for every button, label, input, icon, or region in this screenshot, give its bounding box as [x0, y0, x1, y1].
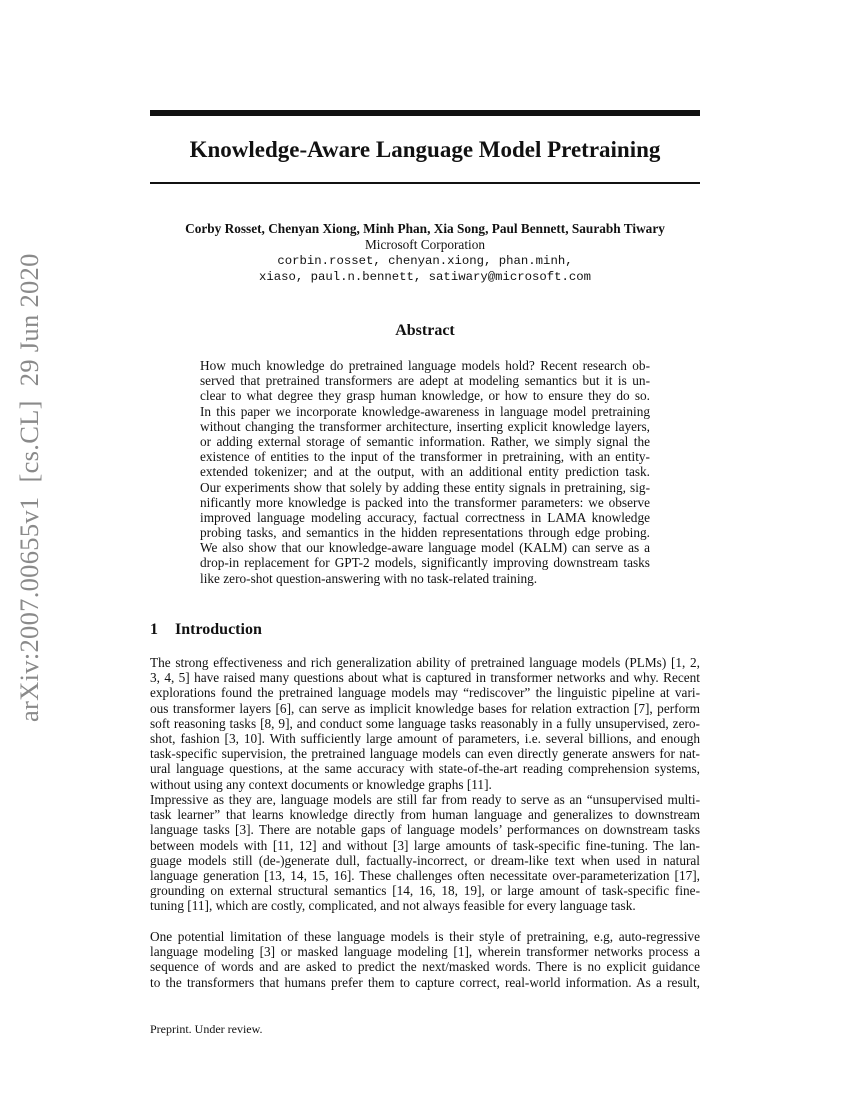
- intro-paragraph-1: [150, 655, 700, 792]
- section-number: 1: [150, 621, 158, 638]
- arxiv-date: 29 Jun 2020: [14, 253, 44, 387]
- paragraph-line: language generation [13, 14, 15, 16]. These challenges often necessitate over-parameterization [17],: [150, 867, 700, 883]
- email-line: xiaso, paul.n.bennett, satiwary@microsoft.com: [258, 270, 592, 284]
- abstract-line: We also show that our knowledge-aware language model (KALM) can serve as a: [200, 540, 650, 556]
- paragraph-line: The strong effectiveness and rich generalization ability of pretrained language models (PLMs) [1, 2,: [150, 655, 700, 670]
- author-list: Corby Rosset, Chenyan Xiong, Minh Phan, Xia Song, Paul Bennett, Saurabh Tiwary: [185, 221, 665, 236]
- abstract-line: How much knowledge do pretrained language models hold? Recent research ob-: [200, 358, 650, 373]
- paragraph-line: One potential limitation of these language models is their style of pretraining, e.g, auto-regressive: [150, 929, 700, 944]
- paragraph-line: task learner” that learns knowledge directly from human language and generalizes to downstream: [150, 807, 700, 823]
- paragraph-line: language tasks [3]. There are notable gaps of language models’ performances on downstream tasks: [150, 822, 700, 838]
- paragraph-line: guage models still (de-)generate dull, factually-incorrect, or dream-like text when used in natural: [150, 852, 700, 868]
- section-title: Introduction: [175, 621, 262, 638]
- abstract-line: extended tokenizer; and at the output, with an additional entity prediction task.: [200, 464, 650, 480]
- paragraph-line: language modeling [3] or masked language modeling [1], wherein transformer networks process a: [150, 944, 700, 960]
- paper-title: Knowledge-Aware Language Model Pretraining: [189, 137, 661, 162]
- abstract-line: In this paper we incorporate knowledge-awareness in language model pretraining: [200, 403, 650, 419]
- abstract-line: served that pretrained transformers are adept at modeling semantics but it is un-: [200, 373, 650, 389]
- abstract-line: clear to what degree they grasp human knowledge, or how to ensure they do so.: [200, 388, 650, 404]
- title-top-rule: [150, 110, 700, 116]
- section-heading-introduction: [150, 620, 262, 640]
- paragraph-line: sequence of words and are asked to predict the next/masked words. There is no explicit guidance: [150, 959, 700, 975]
- paragraph-line: between models with [11, 12] and without [3] large amounts of task-specific fine-tuning. The lan-: [150, 837, 700, 853]
- abstract-line: improved language modeling accuracy, factual correctness in LAMA knowledge: [200, 509, 650, 525]
- arxiv-id: arXiv:2007.00655v1: [14, 496, 44, 722]
- abstract-line: Our experiments show that solely by adding these entity signals in pretraining, sig-: [200, 479, 650, 495]
- abstract-line: like zero-shot question-answering with no task-related training.: [200, 570, 538, 586]
- email-line: corbin.rosset, chenyan.xiong, phan.minh,: [277, 254, 573, 268]
- affiliation: Microsoft Corporation: [364, 237, 486, 252]
- title-bottom-rule: [150, 182, 700, 184]
- paragraph-line: ural language questions, at the same accuracy with state-of-the-art reading comprehension systems,: [150, 761, 700, 777]
- paragraph-line: Impressive as they are, language models are still far from ready to serve as an “unsupervised multi-: [150, 792, 700, 807]
- paragraph-line: shot, fashion [3, 10]. With sufficiently large amount of parameters, i.e. several billions, and enough: [150, 730, 700, 746]
- paragraph-line: explorations found the pretrained language models may “rediscover” the linguistic pipeline at vari-: [150, 685, 700, 701]
- abstract-line: or adding external storage of semantic information. Rather, we simply signal the: [200, 433, 650, 449]
- abstract-line: probing tasks, and semantics in the hidden representations through edge probing.: [200, 525, 650, 541]
- paragraph-line: 3, 4, 5] have raised many questions about what is captured in transformer networks and why. Recent: [150, 670, 700, 686]
- arxiv-category: [cs.CL]: [14, 400, 44, 483]
- paragraph-line: to the transformers that humans prefer them to capture correct, real-world information. As a result,: [150, 974, 700, 990]
- intro-paragraph-2: [150, 792, 700, 914]
- abstract-line: drop-in replacement for GPT-2 models, significantly improving downstream tasks: [200, 555, 650, 571]
- paragraph-line: without using any context documents or knowledge graphs [11].: [150, 776, 492, 792]
- paragraph-line: soft reasoning tasks [8, 9], and conduct some language tasks reasonably in a fully unsupervised, zero-: [150, 715, 700, 731]
- paragraph-line: tuning [11], which are costly, complicated, and not always feasible for every language task.: [150, 898, 636, 914]
- arxiv-margin-stamp: [14, 239, 45, 722]
- author-emails: [150, 253, 700, 285]
- paragraph-line: grounding on external structural semantics [14, 16, 18, 19], or large amount of task-specific fine-: [150, 883, 700, 899]
- abstract-line: existence of entities to the input of the transformer in pretraining, with an entity-: [200, 449, 650, 465]
- intro-paragraph-3: [150, 929, 700, 990]
- footer-note: Preprint. Under review.: [150, 1022, 263, 1036]
- abstract-body: [200, 358, 650, 586]
- abstract-heading: Abstract: [395, 322, 455, 339]
- abstract-line: nificantly more knowledge is packed into the transformer parameters: we observe: [200, 494, 650, 510]
- abstract-line: without changing the transformer architecture, inserting explicit knowledge layers,: [200, 418, 650, 434]
- paragraph-line: task-specific supervision, the pretrained language models can even directly generate answers for nat-: [150, 746, 700, 762]
- paragraph-line: ous transformer layers [6], can serve as implicit knowledge bases for relation extraction [7], perform: [150, 700, 700, 716]
